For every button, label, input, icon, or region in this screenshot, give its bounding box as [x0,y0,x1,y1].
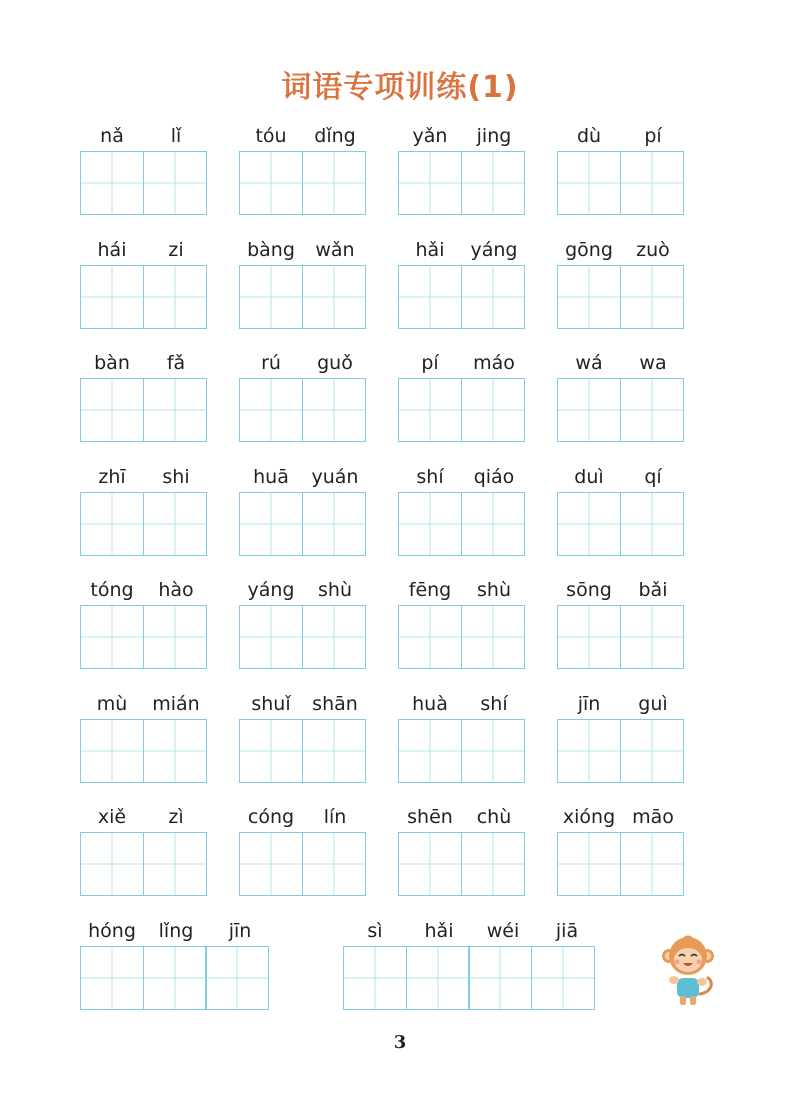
tian-zi-ge-box[interactable] [143,946,207,1010]
pinyin-row [80,236,210,265]
cartoon-monkey-icon [660,932,716,1010]
tian-zi-ge-box[interactable] [239,492,303,556]
tian-zi-ge-box[interactable] [239,265,303,329]
word-item [557,576,687,690]
tian-zi-ge-box[interactable] [205,946,269,1010]
pinyin-syllable: shēn [407,806,453,828]
pinyin-syllable: wéi [486,920,520,942]
tian-zi-ge-box[interactable] [302,492,366,556]
tian-zi-ge-box[interactable] [239,605,303,669]
writing-boxes [239,378,369,442]
writing-boxes [398,151,528,215]
pinyin-syllable: jiā [555,920,579,942]
tian-zi-ge-box[interactable] [557,832,621,896]
word-item [80,917,272,1010]
tian-zi-ge-box[interactable] [398,605,462,669]
page-number: 3 [393,1032,407,1053]
pinyin-row [239,236,369,265]
word-item [398,463,528,577]
tian-zi-ge-box[interactable] [302,151,366,215]
pinyin-syllable: chù [476,806,512,828]
writing-boxes [80,946,272,1010]
tian-zi-ge-box[interactable] [468,946,532,1010]
tian-zi-ge-box[interactable] [239,378,303,442]
word-item [239,690,369,804]
writing-boxes [557,378,687,442]
pinyin-syllable: xióng [562,806,616,828]
pinyin-syllable: shi [162,465,190,488]
tian-zi-ge-box[interactable] [620,151,684,215]
tian-zi-ge-box[interactable] [239,151,303,215]
word-item [80,122,210,236]
writing-boxes [239,832,369,896]
pinyin-row [557,236,687,265]
writing-boxes [398,378,528,442]
pinyin-syllable: dù [576,125,602,147]
tian-zi-ge-box[interactable] [620,719,684,783]
word-item [398,803,528,917]
pinyin-syllable: zuò [636,238,670,261]
word-item [239,122,369,236]
writing-boxes [239,151,369,215]
writing-boxes [343,946,599,1010]
tian-zi-ge-box[interactable] [302,265,366,329]
tian-zi-ge-box[interactable] [461,151,525,215]
pinyin-syllable: bàng [247,238,295,261]
pinyin-syllable: hóng [88,920,136,942]
pinyin-syllable: sōng [566,579,612,601]
tian-zi-ge-box[interactable] [461,719,525,783]
writing-boxes [80,719,210,783]
pinyin-syllable: lǐ [170,125,182,147]
tian-zi-ge-box[interactable] [557,265,621,329]
pinyin-syllable: fēng [408,579,452,601]
pinyin-syllable: tóng [90,579,134,601]
pinyin-row [398,349,528,378]
pinyin-syllable: lǐng [158,920,194,942]
tian-zi-ge-box[interactable] [461,378,525,442]
phrase-item [80,917,272,1010]
word-item [239,463,369,577]
tian-zi-ge-box[interactable] [398,151,462,215]
pinyin-syllable: hái [97,238,127,261]
tian-zi-ge-box[interactable] [302,719,366,783]
pinyin-syllable: rú [261,352,281,374]
pinyin-syllable: xiě [97,806,127,828]
pinyin-syllable: guǒ [317,352,353,374]
pinyin-row [398,803,528,832]
writing-boxes [80,151,210,215]
pinyin-syllable: cóng [247,806,295,828]
pinyin-syllable: jīn [577,692,601,715]
pinyin-syllable: shí [480,692,508,715]
tian-zi-ge-box[interactable] [143,265,207,329]
pinyin-syllable: jīn [228,920,252,942]
pinyin-row [239,576,369,605]
word-item [239,349,369,463]
pinyin-syllable: qiáo [473,465,515,488]
pinyin-syllable: bàn [94,352,130,374]
pinyin-syllable: yáng [247,579,295,601]
tian-zi-ge-box[interactable] [461,605,525,669]
pinyin-row [239,463,369,492]
writing-boxes [557,719,687,783]
tian-zi-ge-box[interactable] [398,492,462,556]
pinyin-syllable: pí [421,352,439,374]
word-item [557,349,687,463]
writing-boxes [557,605,687,669]
pinyin-syllable: huā [253,465,289,488]
tian-zi-ge-box[interactable] [620,378,684,442]
pinyin-row [239,690,369,719]
pinyin-row [398,122,528,151]
pinyin-syllable: hǎi [415,238,445,261]
word-item [80,236,210,350]
tian-zi-ge-box[interactable] [398,378,462,442]
tian-zi-ge-box[interactable] [620,605,684,669]
pinyin-row [80,349,210,378]
pinyin-row [398,236,528,265]
pinyin-row [80,576,210,605]
pinyin-syllable: guì [638,692,668,715]
tian-zi-ge-box[interactable] [557,151,621,215]
pinyin-syllable: mù [96,692,128,715]
tian-zi-ge-box[interactable] [531,946,595,1010]
pinyin-row [80,917,272,946]
pinyin-syllable: tóu [255,125,287,147]
tian-zi-ge-box[interactable] [239,719,303,783]
writing-boxes [398,832,528,896]
pinyin-syllable: duì [574,465,604,488]
pinyin-syllable: shuǐ [251,692,291,715]
writing-boxes [557,832,687,896]
page-title: 词语专项训练(1) [281,70,519,105]
word-item [343,917,599,1010]
pinyin-syllable: qí [644,465,662,488]
pinyin-syllable: máo [473,352,515,374]
pinyin-syllable: zi [168,238,184,261]
tian-zi-ge-box[interactable] [143,151,207,215]
tian-zi-ge-box[interactable] [80,832,144,896]
pinyin-row [239,349,369,378]
pinyin-row [80,690,210,719]
tian-zi-ge-box[interactable] [302,605,366,669]
pinyin-syllable: jing [476,125,512,147]
pinyin-row [239,122,369,151]
pinyin-row [398,690,528,719]
word-item [557,463,687,577]
writing-boxes [80,265,210,329]
word-item [398,349,528,463]
writing-boxes [80,832,210,896]
pinyin-row [557,576,687,605]
writing-boxes [398,492,528,556]
pinyin-syllable: nǎ [100,125,124,147]
tian-zi-ge-box[interactable] [302,378,366,442]
pinyin-syllable: gōng [565,238,613,261]
word-item [80,349,210,463]
tian-zi-ge-box[interactable] [80,605,144,669]
pinyin-syllable: lín [323,806,347,828]
pinyin-syllable: zì [168,806,184,828]
tian-zi-ge-box[interactable] [143,378,207,442]
pinyin-syllable: wá [575,352,603,374]
pinyin-syllable: zhī [98,465,126,488]
writing-boxes [398,265,528,329]
pinyin-row [398,463,528,492]
pinyin-syllable: wa [639,352,667,374]
pinyin-syllable: huà [412,692,448,715]
tian-zi-ge-box[interactable] [557,719,621,783]
writing-boxes [557,265,687,329]
pinyin-syllable: yuán [311,465,359,488]
writing-boxes [239,492,369,556]
word-item [398,576,528,690]
writing-boxes [398,605,528,669]
word-item [557,122,687,236]
pinyin-row [557,122,687,151]
tian-zi-ge-box[interactable] [80,946,144,1010]
tian-zi-ge-box[interactable] [80,719,144,783]
pinyin-row [557,803,687,832]
word-item [557,236,687,350]
writing-boxes [239,265,369,329]
pinyin-syllable: shí [416,465,444,488]
tian-zi-ge-box[interactable] [620,832,684,896]
pinyin-syllable: wǎn [315,238,355,261]
word-item [398,236,528,350]
tian-zi-ge-box[interactable] [143,492,207,556]
pinyin-syllable: bǎi [638,579,668,601]
tian-zi-ge-box[interactable] [80,265,144,329]
tian-zi-ge-box[interactable] [80,151,144,215]
pinyin-syllable: sì [367,920,383,942]
pinyin-syllable: māo [632,806,674,828]
tian-zi-ge-box[interactable] [461,832,525,896]
tian-zi-ge-box[interactable] [343,946,407,1010]
pinyin-syllable: shù [318,579,352,601]
pinyin-syllable: yǎn [412,125,448,147]
tian-zi-ge-box[interactable] [80,492,144,556]
pinyin-row [239,803,369,832]
word-item [80,803,210,917]
pinyin-syllable: shān [312,692,358,715]
word-item [398,122,528,236]
pinyin-syllable: fǎ [166,352,186,374]
writing-boxes [557,151,687,215]
tian-zi-ge-box[interactable] [143,605,207,669]
tian-zi-ge-box[interactable] [620,492,684,556]
pinyin-syllable: hǎi [424,920,454,942]
pinyin-syllable: hào [158,579,194,601]
writing-boxes [80,492,210,556]
pinyin-row [343,917,599,946]
tian-zi-ge-box[interactable] [461,265,525,329]
writing-boxes [80,378,210,442]
tian-zi-ge-box[interactable] [398,832,462,896]
pinyin-syllable: shù [477,579,511,601]
tian-zi-ge-box[interactable] [620,265,684,329]
word-item [80,576,210,690]
tian-zi-ge-box[interactable] [398,719,462,783]
word-item [398,690,528,804]
tian-zi-ge-box[interactable] [557,492,621,556]
tian-zi-ge-box[interactable] [80,378,144,442]
word-grid [80,122,687,917]
tian-zi-ge-box[interactable] [302,832,366,896]
pinyin-row [557,690,687,719]
word-item [557,803,687,917]
phrase-item [343,917,599,1010]
word-item [80,463,210,577]
tian-zi-ge-box[interactable] [143,832,207,896]
word-item [239,803,369,917]
pinyin-syllable: mián [152,692,200,715]
word-item [557,690,687,804]
tian-zi-ge-box[interactable] [398,265,462,329]
word-item [239,236,369,350]
writing-boxes [80,605,210,669]
writing-boxes [557,492,687,556]
pinyin-syllable: dǐng [314,125,356,147]
writing-boxes [239,719,369,783]
writing-boxes [398,719,528,783]
pinyin-row [557,463,687,492]
pinyin-row [557,349,687,378]
pinyin-row [80,122,210,151]
pinyin-row [80,463,210,492]
pinyin-syllable: pí [644,125,662,147]
word-item [239,576,369,690]
tian-zi-ge-box[interactable] [557,605,621,669]
tian-zi-ge-box[interactable] [406,946,470,1010]
writing-boxes [239,605,369,669]
word-item [80,690,210,804]
pinyin-syllable: yáng [470,238,518,261]
pinyin-row [80,803,210,832]
tian-zi-ge-box[interactable] [461,492,525,556]
tian-zi-ge-box[interactable] [143,719,207,783]
tian-zi-ge-box[interactable] [239,832,303,896]
pinyin-row [398,576,528,605]
tian-zi-ge-box[interactable] [557,378,621,442]
